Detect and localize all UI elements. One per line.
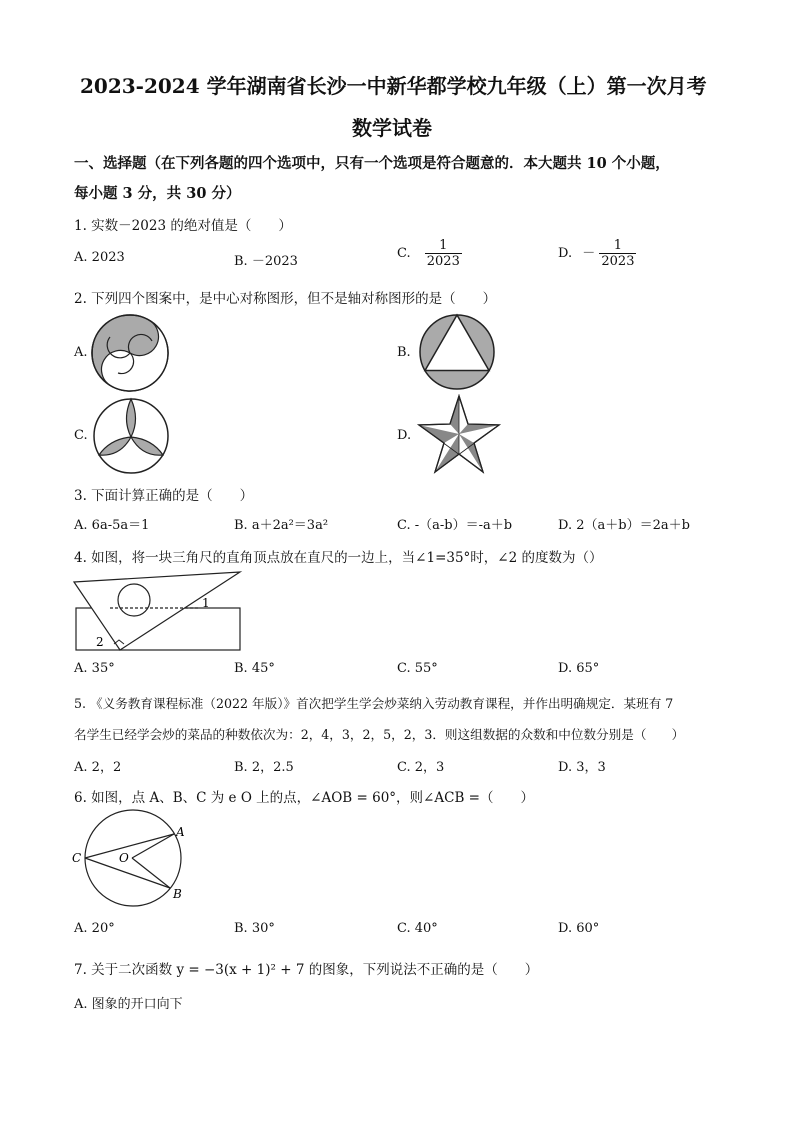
fraction-denominator: 2023 xyxy=(426,254,460,269)
option-letter: B. xyxy=(234,661,248,676)
option-text: 3，3 xyxy=(576,760,606,775)
option-letter: B. xyxy=(234,518,248,533)
q4-option-d[interactable] xyxy=(558,661,599,676)
option-letter: A. xyxy=(74,250,88,265)
q3-option-d[interactable] xyxy=(558,514,690,533)
q1-option-d[interactable] xyxy=(558,238,636,269)
option-text: 20° xyxy=(91,921,115,936)
option-text: 55° xyxy=(414,661,438,676)
option-letter: A. xyxy=(74,518,88,533)
option-text: 2（a＋b）＝2a＋b xyxy=(576,518,690,533)
q2-option-d[interactable] xyxy=(397,428,411,443)
question-2-stem: 2. 下列四个图案中，是中心对称图形，但不是轴对称图形的是（ ） xyxy=(74,291,497,307)
q4-option-c[interactable] xyxy=(397,661,438,676)
q1-option-c[interactable] xyxy=(397,238,462,269)
option-text: 图象的开口向下 xyxy=(91,997,183,1012)
option-text: －2023 xyxy=(251,254,298,269)
section-heading: 一、选择题（在下列各题的四个选项中，只有一个选项是符合题意的．本大题共 10 个小题， xyxy=(74,155,670,172)
option-text: 30° xyxy=(251,921,275,936)
q1-option-b[interactable] xyxy=(234,250,298,269)
page-title: 2023-2024 学年湖南省长沙一中新华都学校九年级（上）第一次月考 xyxy=(80,74,707,98)
option-letter: A. xyxy=(74,345,88,360)
fraction xyxy=(599,238,636,269)
question-5-stem-cont: 名学生已经学会炒的菜品的种数依次为：2，4，3，2，5，2，3．则这组数据的众数和中位数分别是（ ） xyxy=(74,727,685,742)
circle-angle-figure xyxy=(70,808,200,908)
option-text: 65° xyxy=(576,661,600,676)
triangle-in-circle-icon xyxy=(418,313,496,391)
q2-option-a[interactable] xyxy=(74,345,88,360)
option-letter: B. xyxy=(234,760,248,775)
q3-option-a[interactable] xyxy=(74,514,149,533)
option-text: 2，3 xyxy=(414,760,445,775)
five-point-star-icon xyxy=(416,394,502,474)
option-letter: A. xyxy=(74,921,88,936)
question-7-stem: 7. 关于二次函数 y = −3(x + 1)² + 7 的图象，下列说法不正确的是（ ） xyxy=(74,962,539,978)
question-3-stem: 3. 下面计算正确的是（ ） xyxy=(74,488,254,504)
option-letter: D. xyxy=(397,428,412,443)
option-text: 2023 xyxy=(91,250,125,265)
q6-option-c[interactable] xyxy=(397,921,438,936)
option-letter: C. xyxy=(397,921,411,936)
option-letter: C. xyxy=(74,428,88,443)
q5-option-c[interactable] xyxy=(397,756,444,775)
option-text: 2，2 xyxy=(91,760,122,775)
option-letter: C. xyxy=(397,661,411,676)
q5-option-a[interactable] xyxy=(74,756,121,775)
yin-yang-three-swirl-icon xyxy=(90,313,170,393)
option-text: 6a-5a＝1 xyxy=(91,518,150,533)
option-letter: A. xyxy=(74,661,88,676)
q7-option-a[interactable] xyxy=(74,993,183,1012)
question-6-stem: 6. 如图，点 A、B、C 为 e O 上的点，∠AOB = 60°，则∠ACB =（ ） xyxy=(74,790,534,806)
option-letter: A. xyxy=(74,997,88,1012)
q2-option-b[interactable] xyxy=(397,345,411,360)
question-1-stem: 1. 实数－2023 的绝对值是（ ） xyxy=(74,218,292,234)
q4-option-b[interactable] xyxy=(234,661,275,676)
fraction-numerator: 1 xyxy=(439,238,448,253)
point-o-label: O xyxy=(119,851,129,865)
q2-option-c[interactable] xyxy=(74,428,88,443)
fraction xyxy=(425,238,462,269)
point-c-label: C xyxy=(72,851,82,865)
option-text: a＋2a²＝3a² xyxy=(251,518,329,533)
option-letter: D. xyxy=(558,661,573,676)
q5-option-d[interactable] xyxy=(558,756,606,775)
fraction-denominator: 2023 xyxy=(601,254,635,269)
angle-1-label: 1 xyxy=(202,596,210,610)
q5-option-b[interactable] xyxy=(234,756,294,775)
question-4-stem: 4. 如图，将一块三角尺的直角顶点放在直尺的一边上，当∠1=35°时，∠2 的度数为（） xyxy=(74,550,603,566)
q6-option-d[interactable] xyxy=(558,921,599,936)
option-text: 35° xyxy=(91,661,115,676)
option-text: 45° xyxy=(251,661,275,676)
ruler-triangle-figure xyxy=(72,570,242,650)
minus-sign: － xyxy=(582,246,596,261)
option-text: 60° xyxy=(576,921,600,936)
option-letter: B. xyxy=(234,921,248,936)
point-a-label: A xyxy=(176,825,185,839)
page-subtitle: 数学试卷 xyxy=(352,116,432,140)
section-heading-cont: 每小题 3 分，共 30 分） xyxy=(74,185,241,202)
option-letter: D. xyxy=(558,518,573,533)
q4-option-a[interactable] xyxy=(74,661,115,676)
question-5-stem: 5. 《义务教育课程标准（2022 年版）》首次把学生学会炒菜纳入劳动教育课程，并作出明确规定．某班有 7 xyxy=(74,696,674,711)
option-letter: C. xyxy=(397,246,411,261)
q6-option-b[interactable] xyxy=(234,921,275,936)
angle-2-label: 2 xyxy=(96,635,104,649)
q6-option-a[interactable] xyxy=(74,921,115,936)
option-letter: D. xyxy=(558,760,573,775)
q1-option-a[interactable] xyxy=(74,250,125,265)
three-petal-circle-icon xyxy=(92,397,170,475)
option-letter: B. xyxy=(397,345,411,360)
option-letter: C. xyxy=(397,760,411,775)
option-text: 2，2.5 xyxy=(251,760,294,775)
option-letter: D. xyxy=(558,921,573,936)
q3-option-b[interactable] xyxy=(234,514,328,533)
point-b-label: B xyxy=(173,887,182,901)
option-text: 40° xyxy=(414,921,438,936)
fraction-numerator: 1 xyxy=(613,238,623,253)
option-letter: C. xyxy=(397,518,411,533)
option-text: -（a-b）＝-a＋b xyxy=(414,518,513,533)
option-letter: B. xyxy=(234,254,248,269)
option-letter: D. xyxy=(558,246,573,261)
option-letter: A. xyxy=(74,760,88,775)
q3-option-c[interactable] xyxy=(397,514,512,533)
